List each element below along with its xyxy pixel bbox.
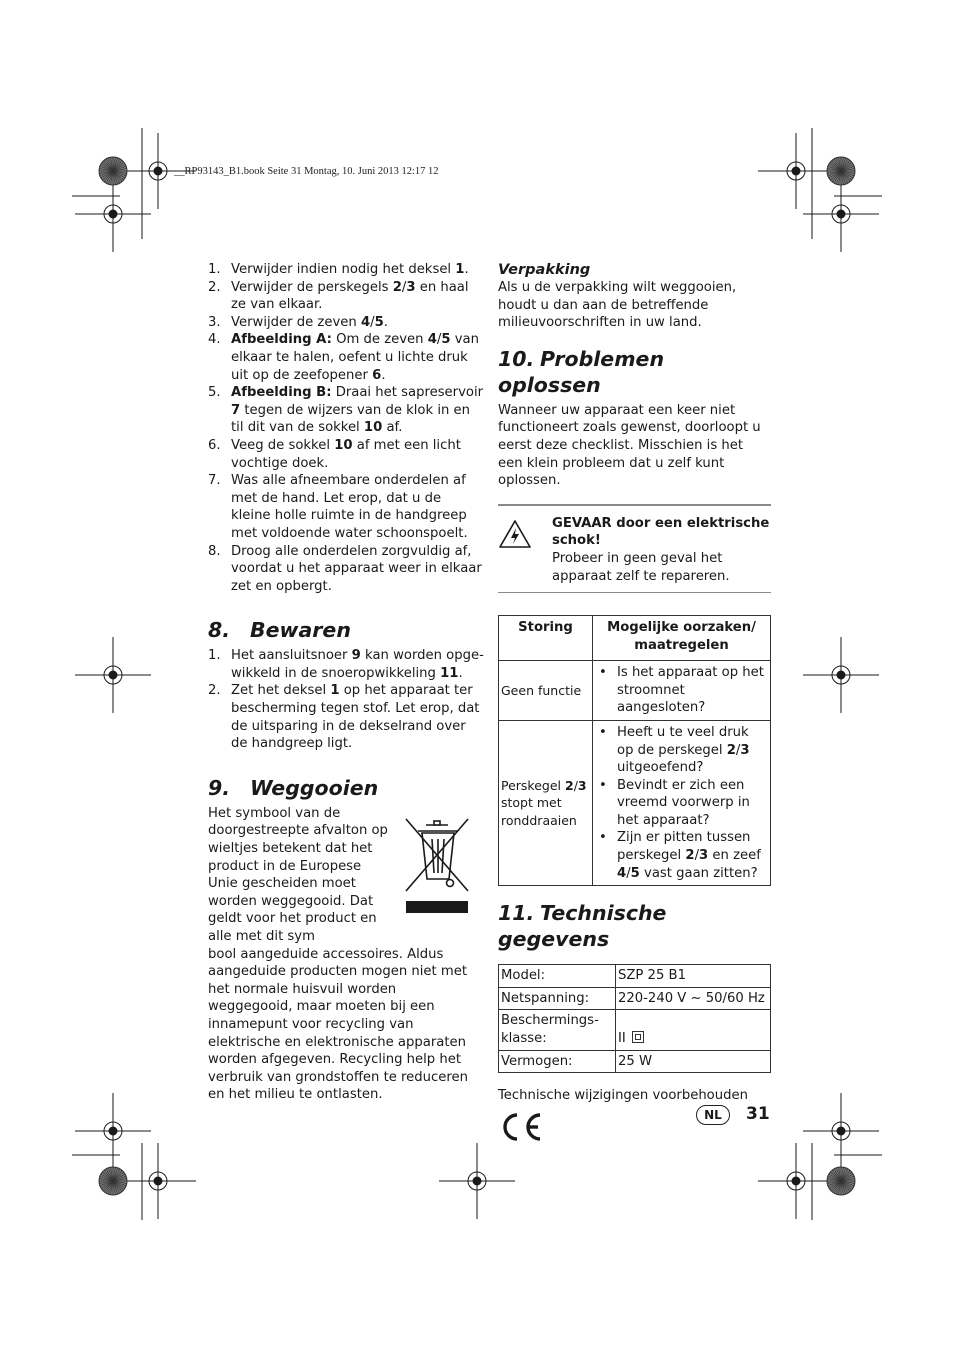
text-run: tegen de wijzers van de klok in en til dit van de sokkel xyxy=(231,402,471,436)
text-run: Draai het sapreservoir xyxy=(331,385,484,401)
text-run: Heeft u te veel druk op de perskegel xyxy=(617,724,749,758)
text-run: van elkaar te halen, oefent u lichte druk uit op de zeefopener xyxy=(231,332,479,383)
fault-cell xyxy=(499,720,593,885)
cause-list xyxy=(595,664,768,717)
part-ref: 2 xyxy=(392,279,402,295)
left-column xyxy=(208,261,484,1104)
list-number: 4. xyxy=(208,332,221,348)
cleaning-steps xyxy=(208,261,484,595)
section-number: 8. xyxy=(208,618,231,643)
spec-value: SZP 25 B1 xyxy=(618,968,686,984)
part-ref: 10 xyxy=(334,437,353,453)
part-ref: 11 xyxy=(440,665,459,681)
list-number: 6. xyxy=(208,437,221,453)
text-run: Zet het deksel xyxy=(231,683,331,699)
section-number: 9. xyxy=(208,775,231,800)
part-ref: 10 xyxy=(363,420,383,436)
part-ref: 3 xyxy=(740,742,750,758)
spec-value: 25 W xyxy=(618,1053,653,1069)
section-title: Problemen oplossen xyxy=(498,346,665,397)
spec-label: Netspanning: xyxy=(499,987,616,1010)
part-ref: Afbeelding B: xyxy=(231,385,332,401)
causes-cell xyxy=(593,720,771,885)
list-item xyxy=(208,472,484,542)
list-item xyxy=(595,777,768,830)
list-number: 2. xyxy=(208,279,221,295)
section-title: Bewaren xyxy=(250,618,351,643)
text-run: vast gaan zitten? xyxy=(639,865,758,881)
registration-crosshair-icon xyxy=(758,1143,834,1219)
fault-cell xyxy=(499,661,593,721)
registration-crosshair-icon xyxy=(75,1093,151,1169)
part-ref: 4 xyxy=(427,332,437,348)
list-number: 8. xyxy=(208,543,221,559)
spec-label: Beschermingsklasse: xyxy=(499,1010,616,1050)
text-run: en haal ze van elkaar. xyxy=(231,279,469,313)
table-row xyxy=(499,661,771,721)
disposal-text-narrow: Het symbool van de doorgestreepte afvalton op wieltjes betekent dat het product in de Europese Unie gescheiden moet worden weggegooid. Dat geldt voor het product en alle met dit sym xyxy=(208,805,388,944)
list-item xyxy=(208,384,484,437)
part-ref: 4 xyxy=(360,314,371,330)
registration-crosshair-icon xyxy=(120,1143,196,1219)
list-item xyxy=(208,279,484,314)
text-run: Is het apparaat op het stroomnet aangesloten? xyxy=(617,665,764,716)
text-run: . xyxy=(458,665,463,681)
spec-value-cell xyxy=(616,1010,771,1050)
section-heading xyxy=(208,617,484,643)
section-heading xyxy=(498,900,771,952)
part-ref: 2 xyxy=(685,848,695,864)
text-run: af met een licht vochtige doek. xyxy=(231,437,461,471)
troubleshoot-intro: Wanneer uw apparaat een keer niet functioneert zoals gewenst, doorloopt u eerst deze checklist. Misschien is het een klein probleem dat u zelf kunt oplossen. xyxy=(498,402,761,489)
part-ref: 3 xyxy=(577,777,587,793)
text-run: Om de zeven xyxy=(331,332,428,348)
part-ref: 5 xyxy=(441,332,451,348)
list-item xyxy=(208,682,484,752)
text-run: / xyxy=(626,865,631,881)
registration-crosshair-icon xyxy=(758,133,834,209)
spec-value: 220-240 V ~ 50/60 Hz xyxy=(618,990,765,1006)
text-run: / xyxy=(694,848,700,864)
part-ref: 5 xyxy=(630,865,640,881)
text-run: uitgeoefend? xyxy=(617,760,704,776)
text-run: / xyxy=(436,332,442,348)
part-ref: 2 xyxy=(565,777,574,793)
table-row xyxy=(499,965,771,988)
text-run: Verwijder de zeven xyxy=(231,314,361,330)
text-run: Droog alle onderdelen zorgvuldig af, voordat u het apparaat weer in elkaar zet en opbergt. xyxy=(231,543,482,594)
specs-table xyxy=(498,964,771,1073)
section-heading xyxy=(208,775,484,801)
text-run: . xyxy=(464,262,469,277)
section-title: Technische gegevens xyxy=(498,901,667,952)
part-ref: 7 xyxy=(231,402,241,418)
text-run: Verwijder indien nodig het deksel xyxy=(231,262,456,277)
storage-steps xyxy=(208,647,484,753)
warning-icon-wrap xyxy=(498,515,552,585)
text-run: Zijn er pitten tussen perskegel xyxy=(617,830,751,864)
header-fault: Storing xyxy=(499,616,593,661)
ce-mark-icon xyxy=(498,1111,544,1143)
part-ref: 3 xyxy=(406,279,416,295)
causes-cell xyxy=(593,661,771,721)
part-ref: Afbeelding A: xyxy=(231,332,332,348)
list-item xyxy=(595,664,768,717)
color-rosette-icon xyxy=(99,157,127,185)
text-run: / xyxy=(370,314,375,330)
spec-label: Vermogen: xyxy=(499,1050,616,1073)
registration-crosshair-icon xyxy=(439,1143,515,1219)
spec-value-cell xyxy=(616,987,771,1010)
part-ref: 6 xyxy=(372,367,382,383)
disposal-text: bool aangeduide accessoires. Aldus aangeduide producten mogen niet met het normale huisvuil worden weggegooid, maar moeten bij een innamepunt voor recycling van elektrische en elektronische apparaten worden afgegeven. Recycling help het verbruik van grondstoffen te reduceren en het milieu te ontlasten. xyxy=(208,946,468,1103)
color-rosette-icon xyxy=(99,1167,127,1195)
part-ref: 4 xyxy=(617,865,627,881)
double-insulation-icon xyxy=(632,1031,644,1043)
list-number: 1. xyxy=(208,262,221,277)
text-run: Verwijder de perskegels xyxy=(231,279,393,295)
part-ref: 1 xyxy=(455,262,465,277)
text-run: . xyxy=(383,314,388,330)
list-item xyxy=(208,261,484,279)
table-row xyxy=(499,987,771,1010)
part-ref: 2 xyxy=(726,742,736,758)
table-header-row xyxy=(499,616,771,661)
spec-value-cell xyxy=(616,1050,771,1073)
color-rosette-icon xyxy=(827,1167,855,1195)
text-run: Geen functie xyxy=(501,682,582,698)
text-run: . xyxy=(381,367,386,383)
warning-body xyxy=(552,515,771,585)
language-badge: NL xyxy=(696,1105,730,1125)
warning-box xyxy=(498,504,771,593)
list-number: 7. xyxy=(208,473,221,489)
header-causes: Mogelijke oorzaken/ maatregelen xyxy=(593,616,771,661)
table-row xyxy=(499,720,771,885)
list-item xyxy=(208,314,484,332)
list-item xyxy=(595,829,768,882)
file-info-header: __RP93143_B1.book Seite 31 Montag, 10. Juni 2013 12:17 12 xyxy=(174,166,439,177)
text-run: af. xyxy=(382,420,403,436)
cause-list xyxy=(595,724,768,882)
registration-crosshair-icon xyxy=(75,637,151,713)
color-rosette-icon xyxy=(827,157,855,185)
part-ref: 3 xyxy=(699,848,709,864)
right-column xyxy=(498,261,771,1148)
section-heading xyxy=(498,346,771,398)
text-run: en zeef xyxy=(708,848,761,864)
registration-crosshair-icon xyxy=(803,637,879,713)
section-number: 11. xyxy=(498,901,535,926)
text-run: stopt met ronddraaien xyxy=(501,795,577,828)
text-run: kan worden opgewikkeld in de snoeropwikkeling xyxy=(231,648,484,681)
packaging-text: Als u de verpakking wilt weggooien, houdt u dan aan de betreffende milieuvoorschriften in uw land. xyxy=(498,280,737,331)
spec-note: Technische wijzigingen voorbehouden xyxy=(498,1088,748,1104)
text-run: Het aansluitsnoer xyxy=(231,648,352,664)
warning-title: GEVAAR door een elektrische schok! xyxy=(552,515,770,549)
list-item xyxy=(595,724,768,777)
part-ref: 5 xyxy=(374,314,384,330)
registration-crosshair-icon xyxy=(803,176,879,252)
page-number: 31 xyxy=(746,1104,770,1124)
text-run: Bevindt er zich een vreemd voorwerp in het apparaat? xyxy=(617,777,750,828)
text-run: Perskegel xyxy=(501,777,565,793)
registration-crosshair-icon xyxy=(803,1093,879,1169)
electric-warning-icon xyxy=(498,519,532,549)
text-run: Was alle afneembare onderdelen af met de hand. Let erop, dat u de kleine holle ruimte in de handgreep met voldoende water schoonspoelt. xyxy=(231,473,468,541)
spec-value: II xyxy=(618,1031,626,1047)
spec-label: Model: xyxy=(499,965,616,988)
part-ref: 1 xyxy=(330,683,340,699)
section-title: Weggooien xyxy=(250,775,379,800)
list-number: 3. xyxy=(208,314,221,330)
text-run: / xyxy=(735,742,741,758)
list-item xyxy=(208,543,484,596)
list-number: 1. xyxy=(208,648,221,664)
registration-crosshair-icon xyxy=(75,176,151,252)
disposal-block xyxy=(208,805,484,1104)
text-run: / xyxy=(401,279,407,295)
troubleshooting-table xyxy=(498,615,771,886)
crossed-bin-icon xyxy=(404,817,472,917)
text-run: Veeg de sokkel xyxy=(231,437,335,453)
section-number: 10. xyxy=(498,346,535,371)
list-item xyxy=(208,437,484,472)
spec-value-cell xyxy=(616,965,771,988)
list-item xyxy=(208,331,484,384)
list-number: 2. xyxy=(208,683,221,699)
text-run: op het apparaat ter bescherming tegen stof. Let erop, dat de uitsparing in de dekselrand over de handgreep ligt. xyxy=(231,683,480,752)
subheading-packaging: Verpakking xyxy=(498,262,591,278)
table-row xyxy=(499,1010,771,1050)
text-run: / xyxy=(573,777,578,793)
list-number: 5. xyxy=(208,385,221,401)
warning-text: Probeer in geen geval het apparaat zelf te repareren. xyxy=(552,550,730,584)
list-item xyxy=(208,647,484,682)
table-row xyxy=(499,1050,771,1073)
part-ref: 9 xyxy=(351,648,361,664)
